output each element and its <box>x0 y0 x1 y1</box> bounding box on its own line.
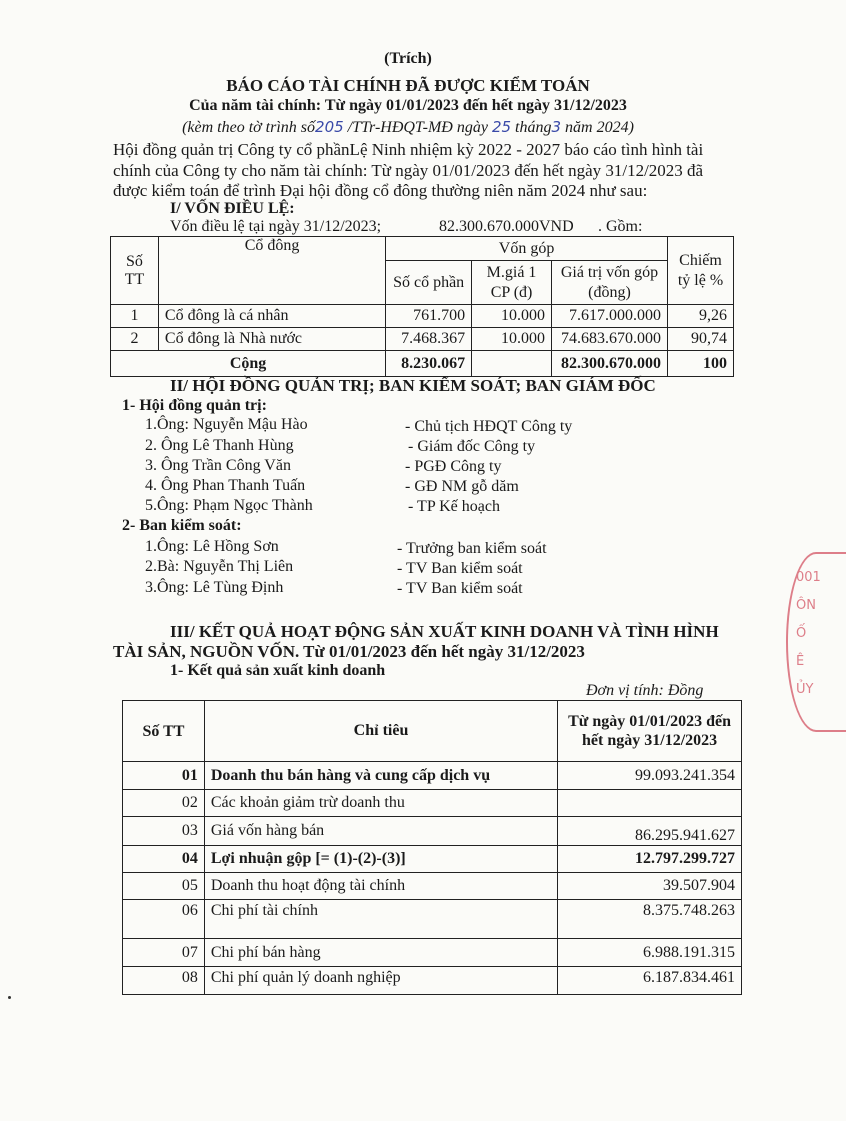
intro-line-2: chính của Công ty cho năm tài chính: Từ ngày 01/01/2023 đến hết ngày 31/12/2023 đã <box>113 161 704 180</box>
board-member-role: - Chủ tịch HĐQT Công ty <box>405 418 573 435</box>
table-row <box>111 305 734 328</box>
header-no: Số TT <box>111 237 159 305</box>
results-row-value: 6.988.191.315 <box>558 939 742 967</box>
reference-month: 3 <box>551 118 562 136</box>
results-row-no: 06 <box>123 900 205 939</box>
board-member-name: 2. Ông Lê Thanh Hùng <box>145 437 294 454</box>
reference-month-label: tháng <box>515 119 552 136</box>
results-row-no: 08 <box>123 967 205 995</box>
punch-mark <box>8 996 11 999</box>
report-subtitle: Của năm tài chính: Từ ngày 01/01/2023 đến hết ngày 31/12/2023 <box>189 97 627 114</box>
intro-line-3: được kiểm toán để trình Đại hội đồng cổ đông thường niên năm 2024 như sau: <box>113 181 648 200</box>
results-row-no: 04 <box>123 846 205 873</box>
board-member-role: - GĐ NM gỗ dăm <box>405 478 519 495</box>
header-ratio: Chiếm tỷ lệ % <box>667 237 733 305</box>
header-value: Giá trị vốn góp (đồng) <box>552 261 668 305</box>
board-member-name: 3. Ông Trần Công Văn <box>145 457 291 474</box>
results-row-no: 02 <box>123 790 205 817</box>
row-shares: 761.700 <box>386 305 472 328</box>
results-row-item: Doanh thu hoạt động tài chính <box>204 873 557 900</box>
results-row-value: 86.295.941.627 <box>558 817 742 846</box>
total-row <box>111 351 734 377</box>
results-row-value: 12.797.299.727 <box>558 846 742 873</box>
results-row-value: 6.187.834.461 <box>558 967 742 995</box>
section-1-heading: I/ VỐN ĐIỀU LỆ: <box>170 200 295 217</box>
reference-prefix: (kèm theo tờ trình số <box>182 119 316 136</box>
reference-day: 25 <box>491 118 512 136</box>
results-row-value <box>558 790 742 817</box>
results-row <box>123 939 742 967</box>
board-member-role: - PGĐ Công ty <box>405 458 502 475</box>
results-row <box>123 790 742 817</box>
row-ratio: 90,74 <box>667 328 733 351</box>
results-row-value: 8.375.748.263 <box>558 900 742 939</box>
results-table <box>122 700 742 995</box>
results-row-value: 39.507.904 <box>558 873 742 900</box>
total-value: 82.300.670.000 <box>552 351 668 377</box>
results-row-item: Lợi nhuận gộp [= (1)-(2)-(3)] <box>204 846 557 873</box>
total-price-empty <box>472 351 552 377</box>
results-row <box>123 762 742 790</box>
row-price: 10.000 <box>472 305 552 328</box>
section-3-heading-line-1: III/ KẾT QUẢ HOẠT ĐỘNG SẢN XUẤT KINH DOANH VÀ TÌNH HÌNH <box>170 622 719 641</box>
results-row <box>123 873 742 900</box>
control-heading: 2- Ban kiểm soát: <box>122 517 242 534</box>
board-member-role: - Giám đốc Công ty <box>408 438 536 455</box>
results-row <box>123 817 742 846</box>
seal-text: Ố <box>796 626 807 641</box>
results-row-no: 01 <box>123 762 205 790</box>
seal-text: Ê <box>796 654 805 669</box>
header-capital: Vốn góp <box>386 237 668 261</box>
company-seal <box>786 552 846 732</box>
control-member-name: 1.Ông: Lê Hồng Sơn <box>145 538 279 555</box>
row-shareholder: Cổ đông là Nhà nước <box>158 328 385 351</box>
reference-suffix: năm 2024) <box>565 119 634 136</box>
reference-number: 205 <box>315 118 344 136</box>
results-row-item: Chi phí bán hàng <box>204 939 557 967</box>
results-header-item: Chỉ tiêu <box>204 701 557 762</box>
results-row-no: 07 <box>123 939 205 967</box>
results-subheading: 1- Kết quả sản xuất kinh doanh <box>170 662 386 679</box>
row-ratio: 9,26 <box>667 305 733 328</box>
capital-suffix: . Gồm: <box>598 218 643 235</box>
results-row-item: Doanh thu bán hàng và cung cấp dịch vụ <box>204 762 557 790</box>
section-2-heading: II/ HỘI ĐỒNG QUẢN TRỊ; BAN KIỂM SOÁT; BAN GIÁM ĐỐC <box>170 376 656 395</box>
header-shares: Số cổ phần <box>386 261 472 305</box>
reference-line <box>0 118 816 137</box>
results-row-item: Các khoản giảm trừ doanh thu <box>204 790 557 817</box>
row-value: 7.617.000.000 <box>552 305 668 328</box>
row-shareholder: Cổ đông là cá nhân <box>158 305 385 328</box>
report-title: BÁO CÁO TÀI CHÍNH ĐÃ ĐƯỢC KIỂM TOÁN <box>226 76 590 95</box>
row-price: 10.000 <box>472 328 552 351</box>
seal-text: ÔN <box>796 598 816 613</box>
results-row-item: Chi phí tài chính <box>204 900 557 939</box>
capital-table <box>110 236 734 377</box>
total-ratio: 100 <box>667 351 733 377</box>
board-member-name: 4. Ông Phan Thanh Tuấn <box>145 477 306 494</box>
board-heading: 1- Hội đồng quản trị: <box>122 397 267 414</box>
extract-label: (Trích) <box>384 50 432 67</box>
total-shares: 8.230.067 <box>386 351 472 377</box>
capital-value: 82.300.670.000VND <box>439 218 574 235</box>
control-member-name: 2.Bà: Nguyễn Thị Liên <box>145 558 294 575</box>
results-row-no: 03 <box>123 817 205 846</box>
results-row <box>123 900 742 939</box>
board-member-name: 1.Ông: Nguyễn Mậu Hào <box>145 416 308 433</box>
results-header-no: Số TT <box>123 701 205 762</box>
section-3-heading-line-2: TÀI SẢN, NGUỒN VỐN. Từ 01/01/2023 đến hết ngày 31/12/2023 <box>113 642 585 661</box>
row-shares: 7.468.367 <box>386 328 472 351</box>
total-label: Cộng <box>111 351 386 377</box>
header-price: M.giá 1 CP (đ) <box>472 261 552 305</box>
control-member-name: 3.Ông: Lê Tùng Định <box>145 579 284 596</box>
row-value: 74.683.670.000 <box>552 328 668 351</box>
board-member-name: 5.Ông: Phạm Ngọc Thành <box>145 497 313 514</box>
unit-label: Đơn vị tính: Đồng <box>586 682 704 699</box>
results-header-period: Từ ngày 01/01/2023 đến hết ngày 31/12/2023 <box>558 701 742 762</box>
results-row-value: 99.093.241.354 <box>558 762 742 790</box>
control-member-role: - TV Ban kiểm soát <box>397 580 523 597</box>
row-no: 2 <box>111 328 159 351</box>
seal-text: ỦY <box>796 682 814 697</box>
intro-line-1: Hội đồng quản trị Công ty cổ phầnLệ Ninh nhiệm kỳ 2022 - 2027 báo cáo tình hình tài <box>113 140 704 159</box>
header-shareholder: Cổ đông <box>158 237 385 305</box>
table-row <box>111 328 734 351</box>
capital-label: Vốn điều lệ tại ngày 31/12/2023; <box>170 218 382 235</box>
results-row <box>123 846 742 873</box>
control-member-role: - TV Ban kiểm soát <box>397 560 523 577</box>
results-row-item: Chi phí quản lý doanh nghiệp <box>204 967 557 995</box>
control-member-role: - Trưởng ban kiểm soát <box>397 540 547 557</box>
reference-mid: /TTr-HĐQT-MĐ ngày <box>347 119 488 136</box>
results-row-no: 05 <box>123 873 205 900</box>
board-member-role: - TP Kế hoạch <box>408 498 500 515</box>
seal-text: 001 <box>796 570 821 585</box>
results-row-item: Giá vốn hàng bán <box>204 817 557 846</box>
row-no: 1 <box>111 305 159 328</box>
results-row <box>123 967 742 995</box>
